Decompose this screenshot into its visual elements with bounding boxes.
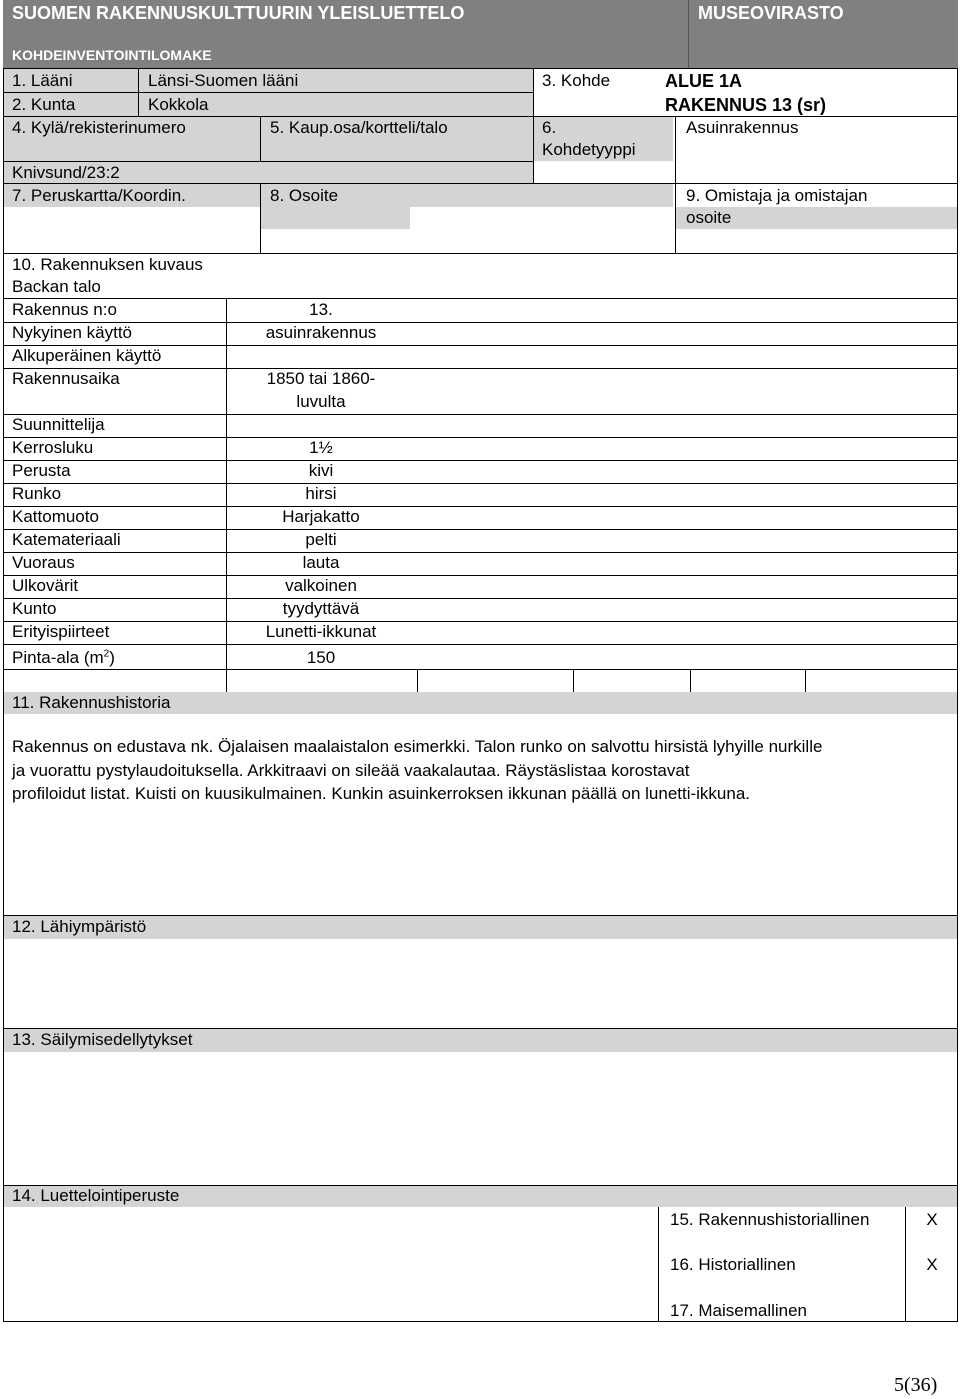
section-13-label: 13. Säilymisedellytykset [12,1030,193,1049]
section-11-label: 11. Rakennushistoria [12,693,171,712]
section-12-label: 12. Lähiympäristö [12,917,147,936]
attribute-label: Erityispiirteet [12,622,110,641]
attribute-value: valkoinen [285,576,357,595]
attribute-label: Kattomuoto [12,507,99,526]
site-value-area: ALUE 1A [665,71,743,91]
agency-name: MUSEOVIRASTO [698,3,844,23]
site-label: 3. Kohde [542,71,611,90]
history-line-2: ja vuorattu pystylaudoituksella. Arkkitraavi on sileää vaakalautaa. Räystäslistaa korostavat [12,761,690,780]
attribute-label: Runko [12,484,62,503]
floor-area-label: Pinta-ala $(m^2)$ [12,648,115,667]
history-line-3: profiloidut listat. Kuisti on kuusikulmainen. Kunkin asuinkerroksen ikkunan päällä on lunetti-ikkuna. [12,784,751,803]
attribute-label: Kerrosluku [12,438,94,457]
type-label: Kohdetyyppi [542,140,636,159]
attribute-value: kivi [308,461,334,480]
attribute-value: 13. [309,300,333,319]
attribute-value: pelti [305,530,337,549]
history-line-1: Rakennus on edustava nk. Öjalaisen maalaistalon esimerkki. Talon runko on salvottu hirsistä lyhyille nurkille [12,737,823,756]
basemap-label: 7. Peruskartta/Koordin. [12,186,186,205]
attribute-value: 1850 tai 1860- [266,369,376,388]
county-value: Länsi-Suomen lääni [148,71,299,90]
attribute-label: Kunto [12,599,57,618]
owner-label: 9. Omistaja ja omistajan [686,186,868,205]
section-14-label: 14. Luettelointiperuste [12,1186,180,1205]
attribute-label: Vuoraus [12,553,75,572]
site-value-building: RAKENNUS 13 (sr) [665,95,827,115]
page-number: 5(36) [894,1374,938,1396]
criterion-historical-label: 16. Historiallinen [670,1255,796,1274]
attribute-label: Katemateriaali [12,530,121,549]
municipality-label: 2. Kunta [12,95,76,114]
attribute-value: lauta [302,553,340,572]
criterion-architectural-label: 15. Rakennushistoriallinen [670,1210,870,1229]
attribute-label: Rakennus n:o [12,300,117,319]
attribute-label: Nykyinen käyttö [12,323,132,342]
attribute-value: hirsi [305,484,337,503]
county-label: 1. Lääni [12,71,73,90]
attribute-value-cont: luvulta [296,392,346,411]
attribute-value: Lunetti-ikkunat [265,622,377,641]
owner-label-cont: osoite [686,208,732,227]
attribute-label: Alkuperäinen käyttö [12,346,162,365]
type-value: Asuinrakennus [686,118,799,137]
attribute-value: Harjakatto [282,507,360,526]
type-label-number: 6. [542,118,557,137]
section-10-label: 10. Rakennuksen kuvaus [12,255,203,274]
address-label: 8. Osoite [270,186,339,205]
attribute-label: Rakennusaika [12,369,120,388]
district-label: 5. Kaup.osa/kortteli/talo [270,118,448,137]
attribute-value: 1½ [309,438,333,457]
village-value: Knivsund/23:2 [12,163,120,182]
criterion-architectural-mark: X [926,1210,938,1229]
attribute-value: tyydyttävä [282,599,360,618]
form-name: KOHDEINVENTOINTILOMAKE [12,44,212,66]
attribute-label: Suunnittelija [12,415,105,434]
criterion-landscape-label: 17. Maisemallinen [670,1301,808,1320]
floor-area-value: 150 [306,648,336,667]
registry-title: SUOMEN RAKENNUSKULTTUURIN YLEISLUETTELO [12,3,465,23]
attribute-label: Ulkovärit [12,576,79,595]
building-name: Backan talo [12,277,101,296]
municipality-value: Kokkola [148,95,209,114]
attribute-label: Perusta [12,461,71,480]
village-label: 4. Kylä/rekisterinumero [12,118,186,137]
attribute-value: asuinrakennus [265,323,377,342]
criterion-historical-mark: X [926,1255,938,1274]
